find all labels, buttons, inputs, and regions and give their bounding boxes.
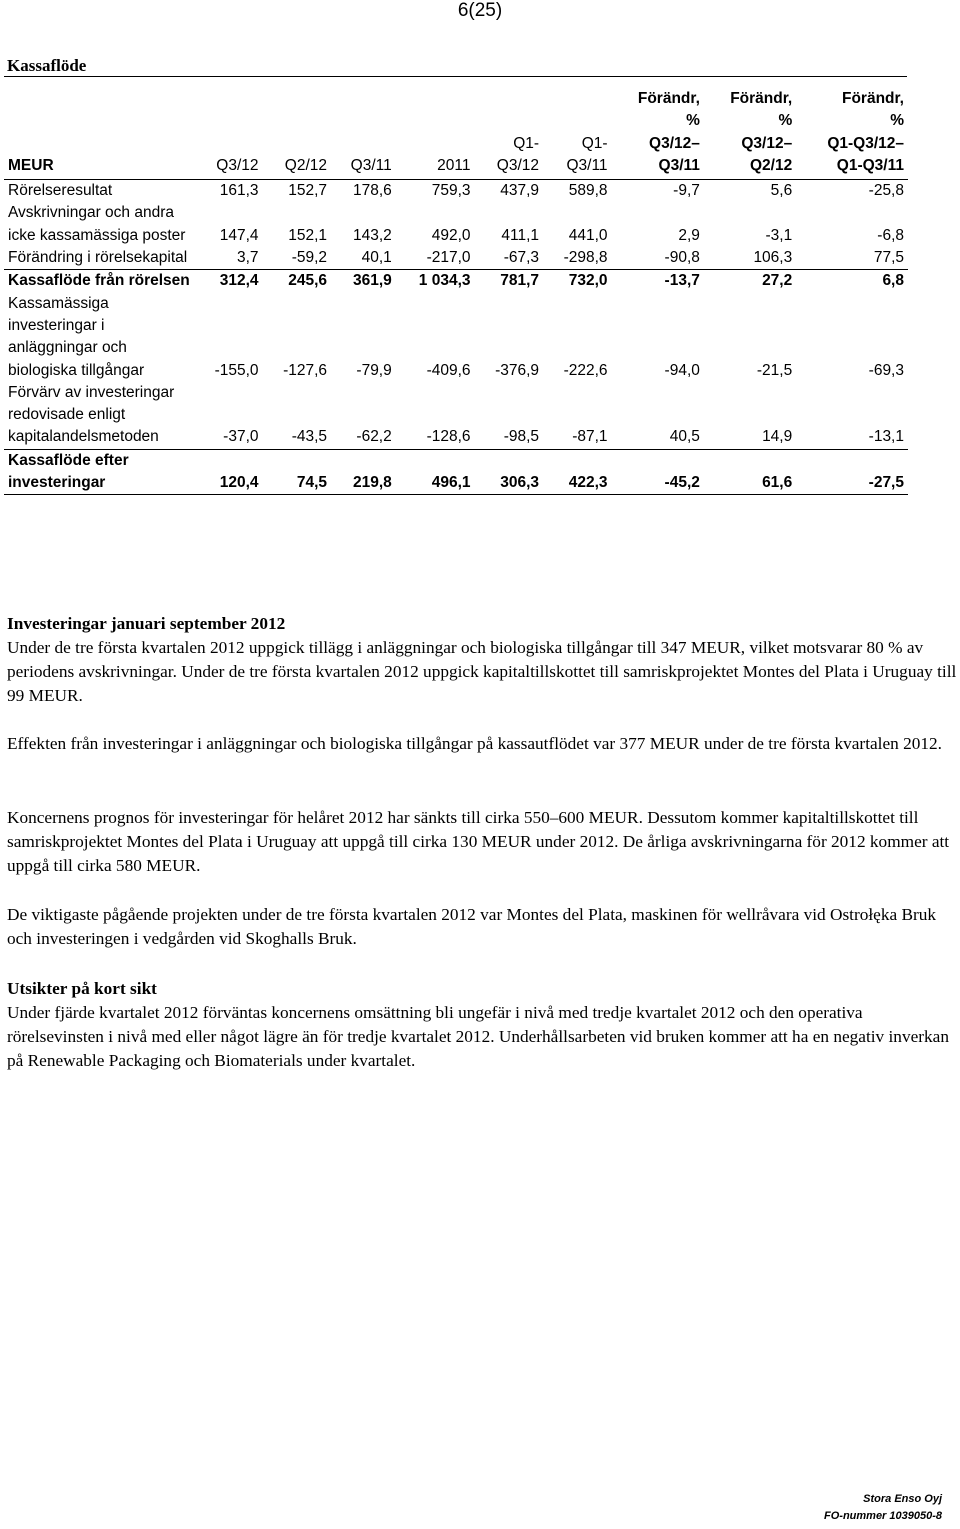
column-header-line: 2011 [437, 156, 471, 174]
column-header-line: % [890, 112, 904, 130]
table-cell: -13,1 [796, 382, 908, 449]
table-cell: -69,3 [868, 361, 904, 379]
table-cell: -3,1 [765, 226, 793, 244]
table-cell: 161,3 [219, 182, 259, 200]
column-header-line: Q2/12 [750, 156, 793, 174]
table-cell: -87,1 [543, 382, 612, 449]
column-header [796, 88, 908, 180]
table-cell: 492,0 [431, 226, 471, 244]
footer-registry: FO-nummer 1039050-8 [824, 1510, 942, 1522]
row-label: Avskrivningar och andra icke kassamässiga poster [8, 204, 186, 244]
table-cell: 2,9 [678, 226, 700, 244]
column-header [543, 88, 612, 180]
table-cell: -67,3 [475, 247, 544, 270]
table-cell: 306,3 [475, 449, 544, 495]
column-header [475, 88, 544, 180]
column-header [396, 88, 475, 180]
table-cell: -43,5 [263, 382, 332, 449]
section-title: Kassaflöde [7, 56, 87, 75]
table-row [4, 180, 908, 203]
table-cell: 120,4 [194, 449, 263, 495]
column-header [194, 88, 263, 180]
table-cell: 106,3 [704, 247, 796, 270]
row-label: Rörelseresultat [8, 182, 113, 200]
column-header-line: Q3/12 [496, 156, 540, 174]
column-header-line: % [778, 112, 793, 130]
table-cell: 781,7 [500, 272, 540, 290]
column-header [331, 88, 396, 180]
column-header-line: Q2/12 [284, 156, 328, 174]
investments-section [7, 612, 959, 708]
table-cell: -45,2 [612, 449, 704, 495]
table-row [4, 449, 908, 495]
table-cell: 411,1 [501, 226, 540, 244]
investments-paragraph-4: De viktigaste pågående projekten under de tre första kvartalen 2012 var Montes del Plata, maskinen för wellråvara vid Ostrołęka Bruk och investeringen i vedgården vid Skoghalls Bruk. [7, 905, 937, 948]
table-cell: -27,5 [796, 449, 908, 495]
table-cell: -62,2 [331, 382, 396, 449]
column-header-line: Q1-Q3/12– [827, 134, 904, 152]
column-header-line: Q1- [581, 134, 608, 152]
table-cell: -90,8 [612, 247, 704, 270]
table-cell: 361,9 [352, 272, 392, 290]
table-cell: -9,7 [673, 182, 700, 200]
table-cell: 152,1 [288, 226, 328, 244]
column-header-line: Q1-Q3/11 [836, 156, 904, 174]
table-cell: -21,5 [756, 361, 793, 379]
row-label: Kassaflöde efter investeringar [4, 449, 194, 495]
table-header-row [4, 88, 908, 180]
column-header-line: Förändr, [637, 90, 700, 107]
table-row [4, 382, 908, 449]
table-cell: 40,5 [612, 382, 704, 449]
table-cell: 245,6 [288, 272, 328, 290]
table-cell: 152,7 [288, 182, 328, 200]
investments-paragraph-3: Koncernens prognos för investeringar för helåret 2012 har sänkts till cirka 550–600 MEUR. Dessutom kommer kapitaltillskottet till samriskprojektet Montes del Plata i Uruguay att uppgå till cirka 130 MEUR under 2012. De årliga avskrivningarna för 2012 kommer att uppgå till cirka 580 MEUR. [7, 808, 950, 875]
table-cell: 6,8 [882, 272, 904, 290]
column-header-line: Q1- [513, 134, 540, 152]
column-header-line: Q3/12– [649, 134, 700, 152]
table-cell: -94,0 [664, 361, 700, 379]
table-cell: 219,8 [331, 449, 396, 495]
table-cell: -376,9 [495, 361, 540, 379]
column-header-line: Q3/11 [350, 156, 392, 174]
column-header [612, 88, 704, 180]
table-cell: 312,4 [219, 272, 259, 290]
investments-heading: Investeringar januari september 2012 [7, 614, 286, 633]
column-header-line: Q3/11 [658, 156, 700, 174]
column-header-line: Q3/12 [216, 156, 259, 174]
table-cell: 437,9 [500, 182, 540, 200]
column-header-line: Q3/12– [741, 134, 793, 152]
table-cell: -127,6 [283, 361, 328, 379]
table-row [4, 247, 908, 270]
table-cell: -217,0 [396, 247, 475, 270]
outlook-heading: Utsikter på kort sikt [7, 979, 157, 998]
table-cell: -298,8 [543, 247, 612, 270]
table-cell: -25,8 [868, 182, 904, 200]
row-label: Kassaflöde från rörelsen [8, 272, 190, 290]
table-cell: -98,5 [475, 382, 544, 449]
column-header-line: Q3/11 [566, 156, 608, 174]
column-header-line: Förändr, [841, 90, 904, 107]
table-cell: 3,7 [194, 247, 263, 270]
table-cell: -13,7 [664, 272, 700, 290]
table-cell: -409,6 [426, 361, 471, 379]
row-label: Förändring i rörelsekapital [4, 247, 194, 270]
investments-paragraph-2: Effekten från investeringar i anläggningar och biologiska tillgångar på kassautflödet var 377 MEUR under de tre första kvartalen 2012. [7, 734, 942, 753]
row-label: Kassamässiga investeringar i anläggningar och biologiska tillgångar [8, 294, 145, 379]
cash-flow-table [4, 88, 908, 495]
outlook-paragraph: Under fjärde kvartalet 2012 förväntas koncernens omsättning bli ungefär i nivå med tredje kvartalet 2012 och den operativa rörelsevinsten i nivå med eller något lägre än för tredje kvartalet 2012. Underhållsarbeten vid bruken kommer att ha en negativ inverkan på Renewable Packaging och Biomaterials under kvartalet. [7, 1003, 949, 1070]
title-divider [4, 76, 907, 77]
table-cell: 14,9 [704, 382, 796, 449]
investments-paragraph-1: Under de tre första kvartalen 2012 uppgick tillägg i anläggningar och biologiska tillgångar till 347 MEUR, vilket motsvarar 80 % av periodens avskrivningar. Under de tre första kvartalen 2012 uppgick kapitaltillskottet till samriskprojektet Montes del Plata i Uruguay till 99 MEUR. [7, 638, 957, 705]
table-cell: 1 034,3 [418, 272, 471, 290]
table-cell: 40,1 [331, 247, 396, 270]
table-cell: -155,0 [214, 361, 259, 379]
row-label: Förvärv av investeringar redovisade enligt kapitalandelsmetoden [4, 382, 194, 449]
table-cell: 422,3 [543, 449, 612, 495]
table-cell: 77,5 [796, 247, 908, 270]
table-cell: -128,6 [396, 382, 475, 449]
column-header [263, 88, 332, 180]
table-cell: -79,9 [356, 361, 392, 379]
table-cell: 61,6 [704, 449, 796, 495]
table-cell: -37,0 [194, 382, 263, 449]
footer-company: Stora Enso Oyj [863, 1493, 942, 1505]
table-cell: 759,3 [431, 182, 471, 200]
page-number: 6(25) [457, 0, 503, 21]
table-cell: 27,2 [762, 272, 793, 290]
table-cell: 441,0 [568, 226, 608, 244]
table-row [4, 270, 908, 293]
table-cell: -6,8 [877, 226, 904, 244]
table-cell: 589,8 [568, 182, 608, 200]
table-cell: 732,0 [568, 272, 608, 290]
outlook-section [7, 977, 959, 1073]
table-cell: 5,6 [770, 182, 793, 200]
table-cell: 496,1 [396, 449, 475, 495]
column-header-line: % [686, 112, 700, 130]
column-header [704, 88, 796, 180]
table-row [4, 293, 908, 382]
table-cell: 143,2 [352, 226, 392, 244]
table-cell: 178,6 [352, 182, 392, 200]
table-cell: 74,5 [263, 449, 332, 495]
table-cell: 147,4 [219, 226, 259, 244]
table-row [4, 202, 908, 247]
column-header-line: Förändr, [730, 90, 793, 107]
unit-header: MEUR [4, 88, 194, 180]
table-cell: -222,6 [563, 361, 608, 379]
table-cell: -59,2 [263, 247, 332, 270]
